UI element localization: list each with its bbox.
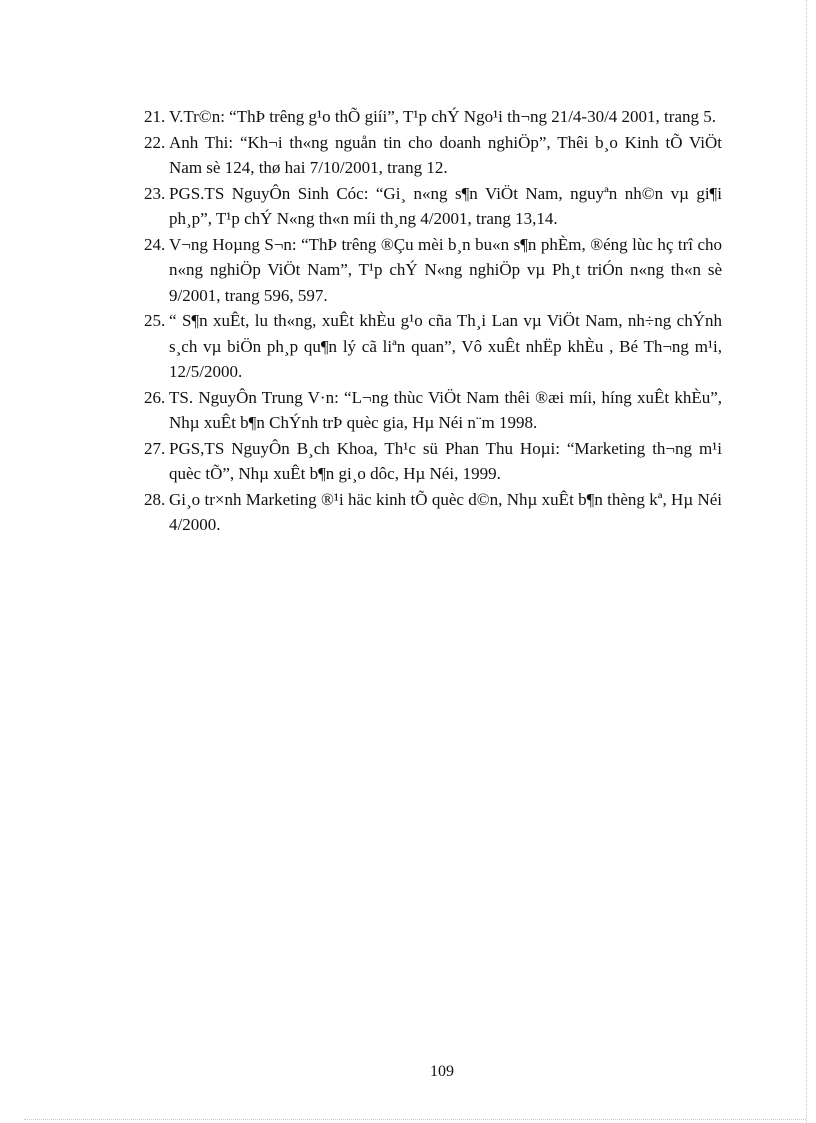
reference-item [144, 308, 722, 385]
reference-text: Anh Thi: “Kh¬i th«ng nguån tin cho doanh nghiÖp”, Thêi b¸o Kinh tÕ ViÖt Nam sè 124, thø hai 7/10/2001, trang 12. [169, 132, 722, 177]
reference-number: 27. [144, 438, 166, 458]
reference-item [144, 130, 722, 181]
reference-text: Gi¸o tr×nh Marketing ®¹i häc kinh tÕ quèc d©n, Nhµ xuÊt b¶n thèng kª, Hµ Néi 4/2000. [169, 489, 722, 534]
reference-item [144, 104, 722, 130]
reference-text: TS. NguyÔn Trung V·n: “L¬ng thùc ViÖt Nam thêi ®æi míi, híng xuÊt khÈu”, Nhµ xuÊt b¶n ChÝnh trÞ quèc gia, Hµ Néi n¨m 1998. [169, 387, 722, 432]
reference-text: “ S¶n xuÊt, lu th«ng, xuÊt khÈu g¹o cña Th¸i Lan vµ ViÖt Nam, nh÷ng chÝnh s¸ch vµ biÖn ph¸p qu¶n lý cã liªn quan”, Vô xuÊt nhËp khÈu , Bé Th¬ng m¹i, 12/5/2000. [169, 311, 722, 381]
page-right-border [806, 0, 807, 1123]
reference-item [144, 436, 722, 487]
reference-text: V.Tr©n: “ThÞ trêng g¹o thÕ giíi”, T¹p chÝ Ngo¹i th¬ng 21/4-30/4 2001, trang 5. [169, 107, 716, 126]
reference-number: 28. [144, 489, 166, 509]
page-bottom-border [24, 1119, 806, 1120]
reference-item [144, 487, 722, 538]
reference-number: 24. [144, 234, 166, 254]
reference-number: 23. [144, 183, 166, 203]
reference-item [144, 181, 722, 232]
reference-item [144, 385, 722, 436]
reference-number: 22. [144, 132, 166, 152]
reference-text: V¬ng Hoµng S¬n: “ThÞ trêng ®Çu mèi b¸n bu«n s¶n phÈm, ®éng lùc hç trî cho n«ng nghiÖp ViÖt Nam”, T¹p chÝ N«ng nghiÖp vµ Ph¸t triÓn n«ng th«n sè 9/2001, trang 596, 597. [169, 234, 722, 305]
reference-number: 26. [144, 387, 166, 407]
reference-item [144, 232, 722, 309]
page-number: 109 [430, 1063, 454, 1080]
reference-list [144, 104, 722, 538]
reference-text: PGS,TS NguyÔn B¸ch Khoa, Th¹c sü Phan Thu Hoµi: “Marketing th¬ng m¹i quèc tÕ”, Nhµ xuÊt b¶n gi¸o dôc, Hµ Néi, 1999. [169, 438, 722, 483]
reference-number: 25. [144, 311, 166, 330]
reference-text: PGS.TS NguyÔn Sinh Cóc: “Gi¸ n«ng s¶n ViÖt Nam, nguyªn nh©n vµ gi¶i ph¸p”, T¹p chÝ N«ng th«n míi th¸ng 4/2001, trang 13,14. [169, 183, 722, 228]
reference-number: 21. [144, 107, 166, 126]
